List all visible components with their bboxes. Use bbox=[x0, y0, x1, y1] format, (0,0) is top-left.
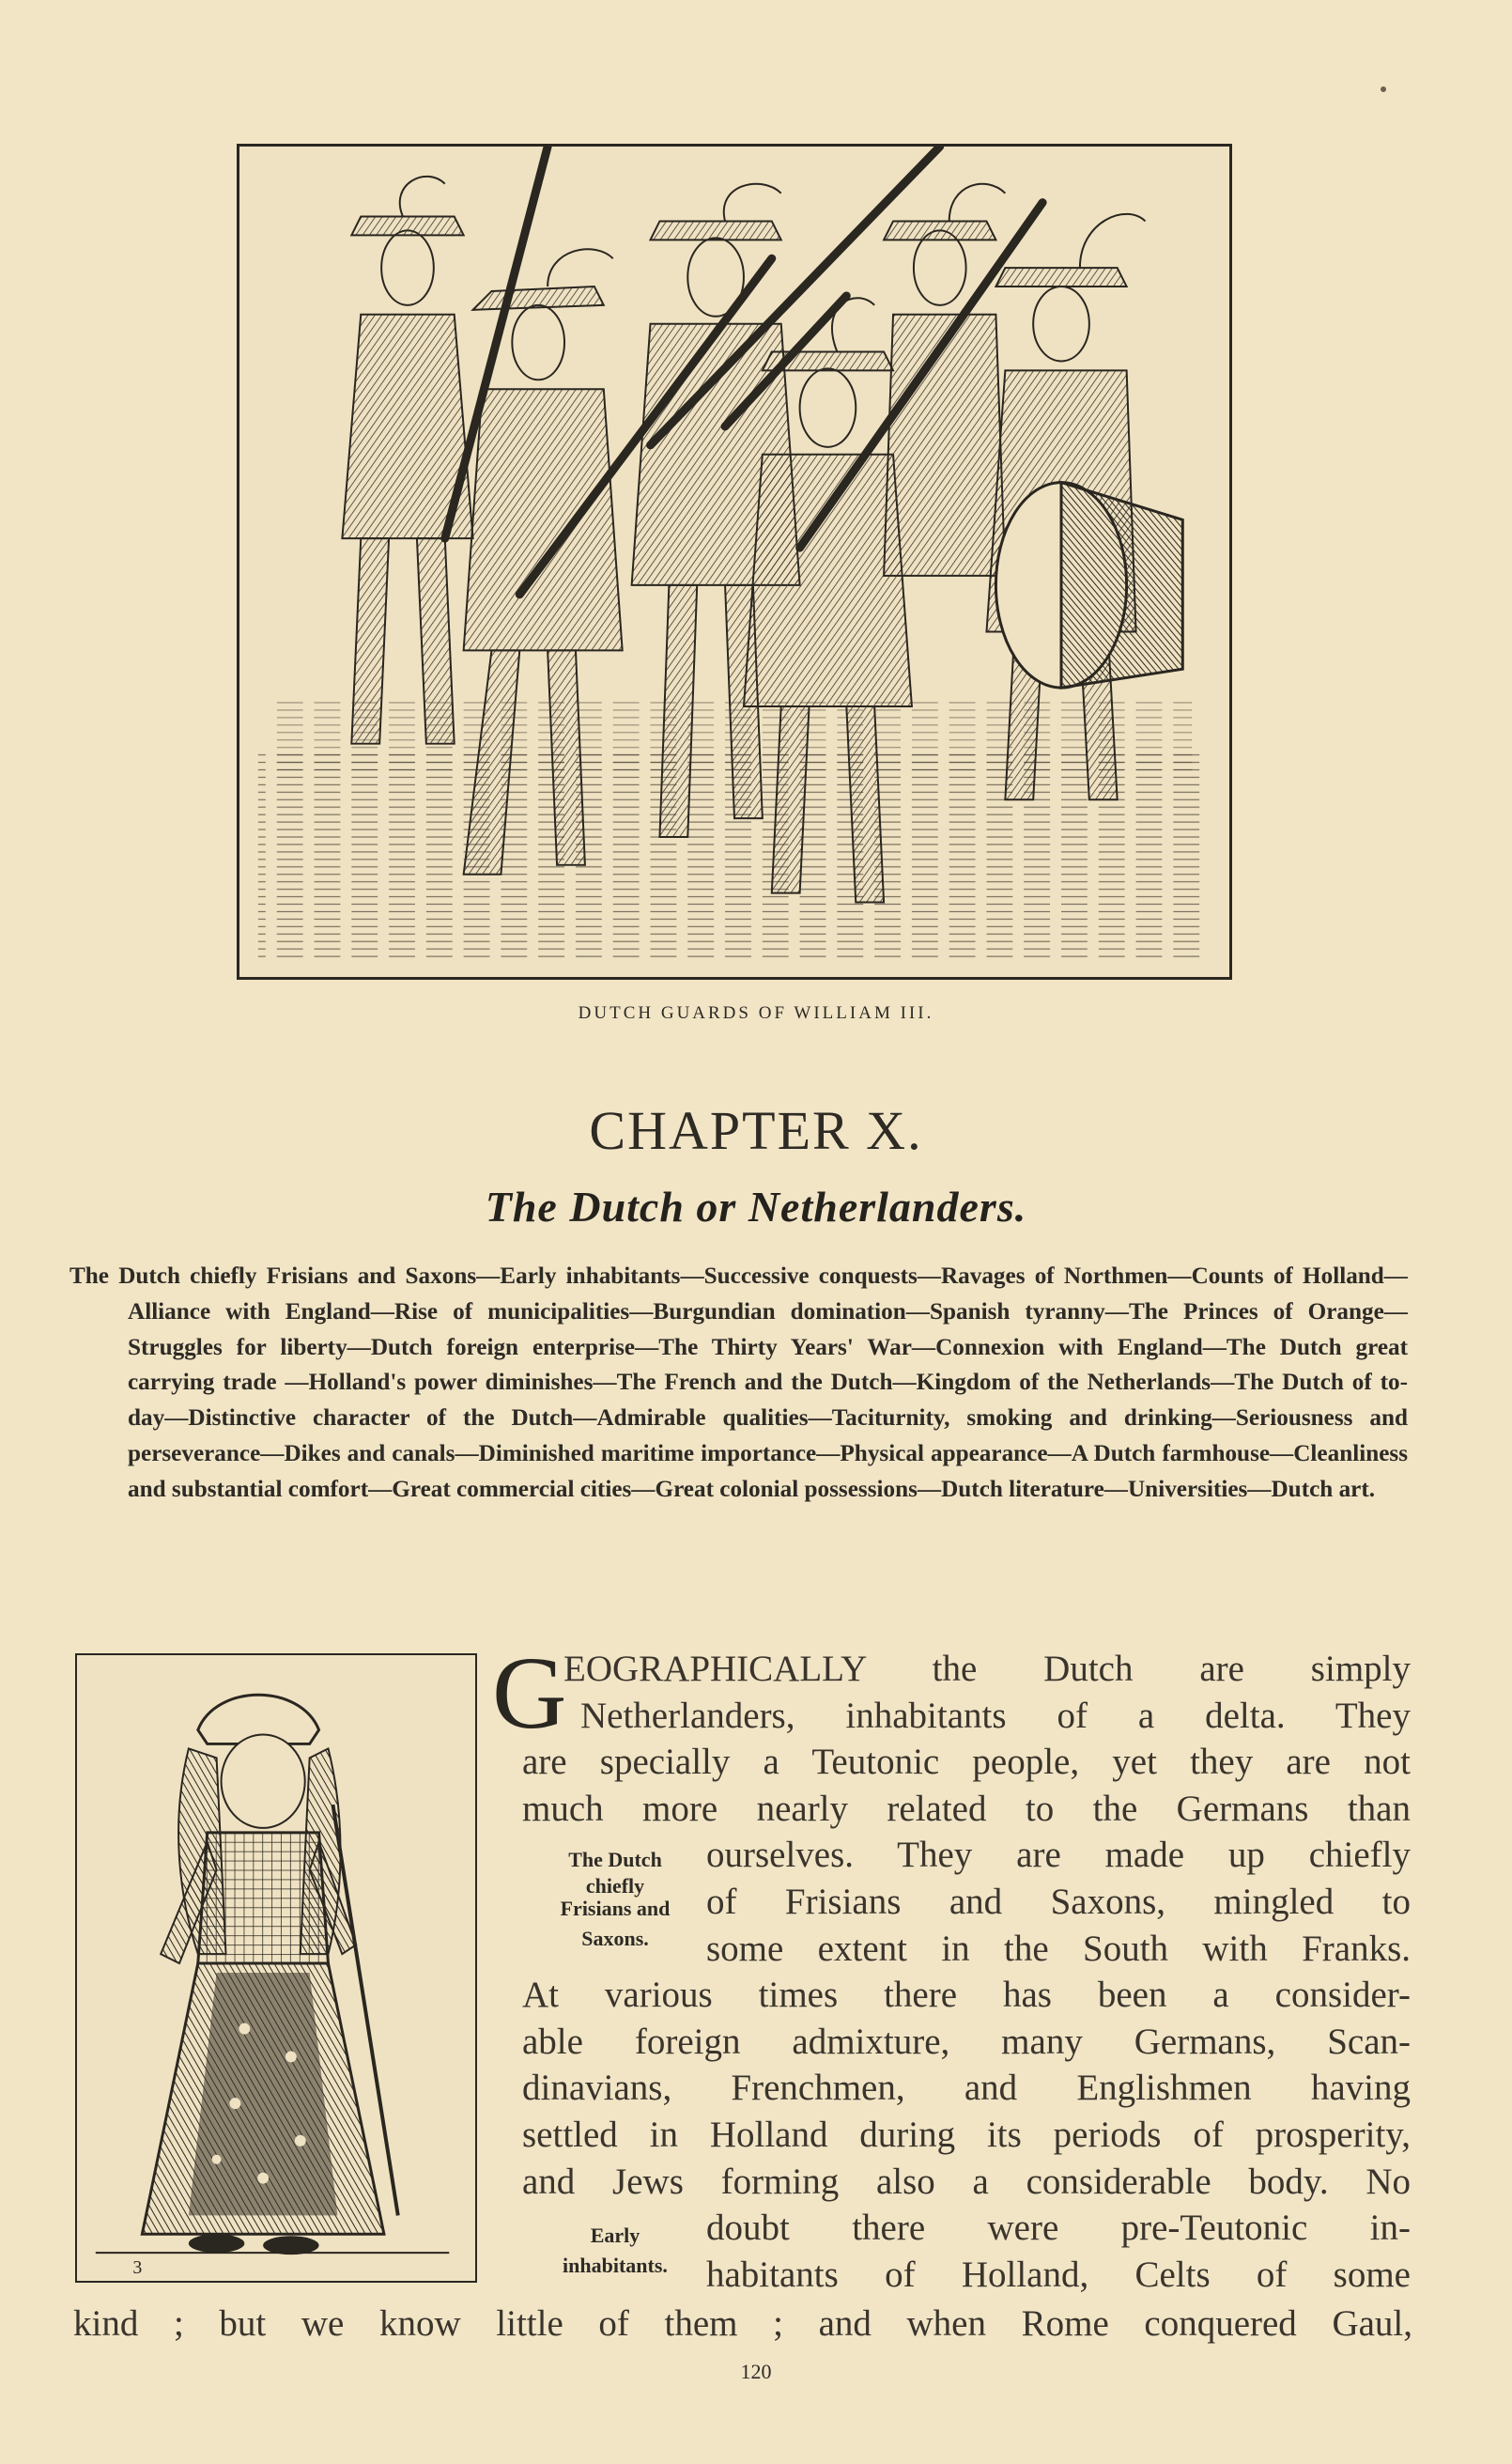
body-line-6: of Frisians and Saxons, mingled to bbox=[706, 1881, 1411, 1922]
body-line-7: some extent in the South with Franks. bbox=[706, 1928, 1411, 1969]
drop-cap: G bbox=[492, 1635, 567, 1750]
guards-engraving bbox=[237, 144, 1232, 980]
body-line-10: dinavians, Frenchmen, and Englishmen having bbox=[522, 2068, 1411, 2109]
body-line-4: much more nearly related to the Germans than bbox=[522, 1788, 1411, 1829]
page-speck bbox=[1381, 86, 1386, 92]
body-line-3: are specially a Teutonic people, yet they are not bbox=[522, 1742, 1411, 1783]
margin-note-dutch-line-3: Frisians and bbox=[560, 1897, 671, 1920]
body-paragraph bbox=[492, 1635, 1411, 2298]
body-line-9: able foreign admixture, many Germans, Scan- bbox=[522, 2021, 1411, 2062]
chapter-summary bbox=[69, 1259, 1408, 1508]
plate-caption: DUTCH GUARDS OF WILLIAM III. bbox=[578, 1003, 934, 1023]
body-line-11: settled in Holland during its periods of prosperity, bbox=[522, 2114, 1411, 2155]
body-line-8: At various times there has been a consider- bbox=[522, 1975, 1411, 2016]
body-line-5: ourselves. They are made up chiefly bbox=[706, 1835, 1411, 1876]
margin-note-dutch-line-1: The Dutch bbox=[568, 1848, 662, 1871]
body-line-1: EOGRAPHICALLY the Dutch are simply bbox=[563, 1649, 1411, 1689]
margin-note-dutch bbox=[535, 1849, 695, 1950]
guards-engraving-art bbox=[239, 147, 1229, 977]
margin-note-early-line-2: inhabitants. bbox=[563, 2254, 668, 2277]
margin-note-early bbox=[526, 2224, 704, 2277]
body-line-last-text: kind ; but we know little of them ; and when Rome conquered Gaul, bbox=[73, 2303, 1412, 2344]
body-line-12: and Jews forming also a considerable body. No bbox=[522, 2161, 1411, 2202]
body-line-2: Netherlanders, inhabitants of a delta. They bbox=[580, 1695, 1411, 1736]
dutch-girl-art bbox=[77, 1655, 475, 2281]
body-line-last bbox=[73, 2302, 1412, 2345]
margin-note-early-line-1: Early bbox=[590, 2224, 640, 2247]
body-line-13: doubt there were pre-Teutonic in- bbox=[706, 2208, 1411, 2249]
chapter-title: CHAPTER X. bbox=[589, 1100, 923, 1161]
page-number: 120 bbox=[740, 2360, 772, 2383]
margin-note-dutch-line-2: chiefly bbox=[585, 1874, 645, 1898]
chapter-summary-text: The Dutch chiefly Frisians and Saxons—Early inhabitants—Successive conquests—Ravages of Northmen—Counts of Holland—Alliance with England—Rise of municipalities—Burgundian domination—Spanish tyranny—The Princes of Orange—Struggles for liberty—Dutch foreign enterprise—The Thirty Years' War—Connexion with England—The Dutch great carrying trade —Holland's power diminishes—The French and the Dutch—Kingdom of the Netherlands—The Dutch of to-day—Distinctive character of the Dutch—Admirable qualities—Taciturnity, smoking and drinking—Seriousness and perseverance—Dikes and canals—Diminished maritime importance—Physical appearance—A Dutch farmhouse—Cleanliness and substantial comfort—Great commercial cities—Great colonial possessions—Dutch literature—Universities—Dutch art. bbox=[69, 1263, 1408, 1502]
chapter-subtitle: The Dutch or Netherlanders. bbox=[485, 1183, 1027, 1231]
dutch-girl-illustration bbox=[75, 1653, 477, 2283]
body-line-14: habitants of Holland, Celts of some bbox=[706, 2254, 1411, 2295]
illustration-number: 3 bbox=[132, 2257, 143, 2279]
margin-note-dutch-line-4: Saxons. bbox=[581, 1927, 649, 1950]
